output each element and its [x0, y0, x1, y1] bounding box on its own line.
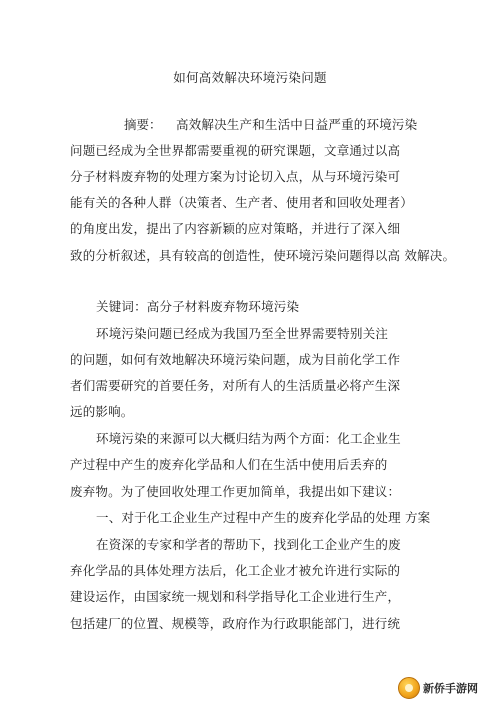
body-line: 在资深的专家和学者的帮助下，找到化工企业产生的废 — [96, 537, 401, 552]
body-line: 环境污染的来源可以大概归结为两个方面：化工企业生 — [96, 431, 401, 446]
coin-logo-icon — [398, 677, 420, 699]
abstract-label: 摘要： — [124, 117, 162, 132]
body-line: 废弃物。为了使回收处理工作更加简单，我提出如下建议： — [70, 484, 401, 499]
abstract-line: 致的分析叙述，具有较高的创造性，使环境污染问题得以高 效解决。 — [70, 248, 456, 263]
abstract-line: 分子材料废弃物的处理方案为讨论切入点，从与环境污染可 — [70, 169, 401, 184]
watermark — [398, 676, 490, 700]
body-line: 包括建厂的位置、规模等，政府作为行政职能部门，进行统 — [70, 616, 401, 631]
body-line: 远的影响。 — [70, 404, 134, 419]
abstract-line: 高效解决生产和生活中日益严重的环境污染 — [176, 117, 418, 132]
body-line: 建设运作，由国家统一规划和科学指导化工企业进行生产， — [70, 589, 401, 604]
body-line: 者们需要研究的首要任务，对所有人的生活质量必将产生深 — [70, 378, 401, 393]
abstract-line: 能有关的各种人群（决策者、生产者、使用者和回收处理者） — [70, 195, 413, 210]
body-line: 环境污染问题已经成为我国乃至全世界需要特别关注 — [96, 326, 389, 341]
body-line: 弃化学品的具体处理方法后，化工企业才被允许进行实际的 — [70, 563, 401, 578]
abstract-line: 问题已经成为全世界都需要重视的研究课题，文章通过以高 — [70, 143, 401, 158]
body-line: 产过程中产生的废弃化学品和人们在生活中使用后丢弃的 — [70, 457, 388, 472]
watermark-text: 新侨手游网 — [423, 682, 478, 695]
document-title: 如何高效解决环境污染问题 — [173, 70, 327, 85]
body-line: 的问题，如何有效地解决环境污染问题，成为目前化学工作 — [70, 352, 401, 367]
keywords: 关键词：高分子材料废弃物环境污染 — [96, 299, 300, 314]
section-heading: 一、对于化工企业生产过程中产生的废弃化学品的处理 方案 — [96, 510, 431, 525]
abstract-line: 的角度出发，提出了内容新颖的应对策略，并进行了深入细 — [70, 221, 401, 236]
